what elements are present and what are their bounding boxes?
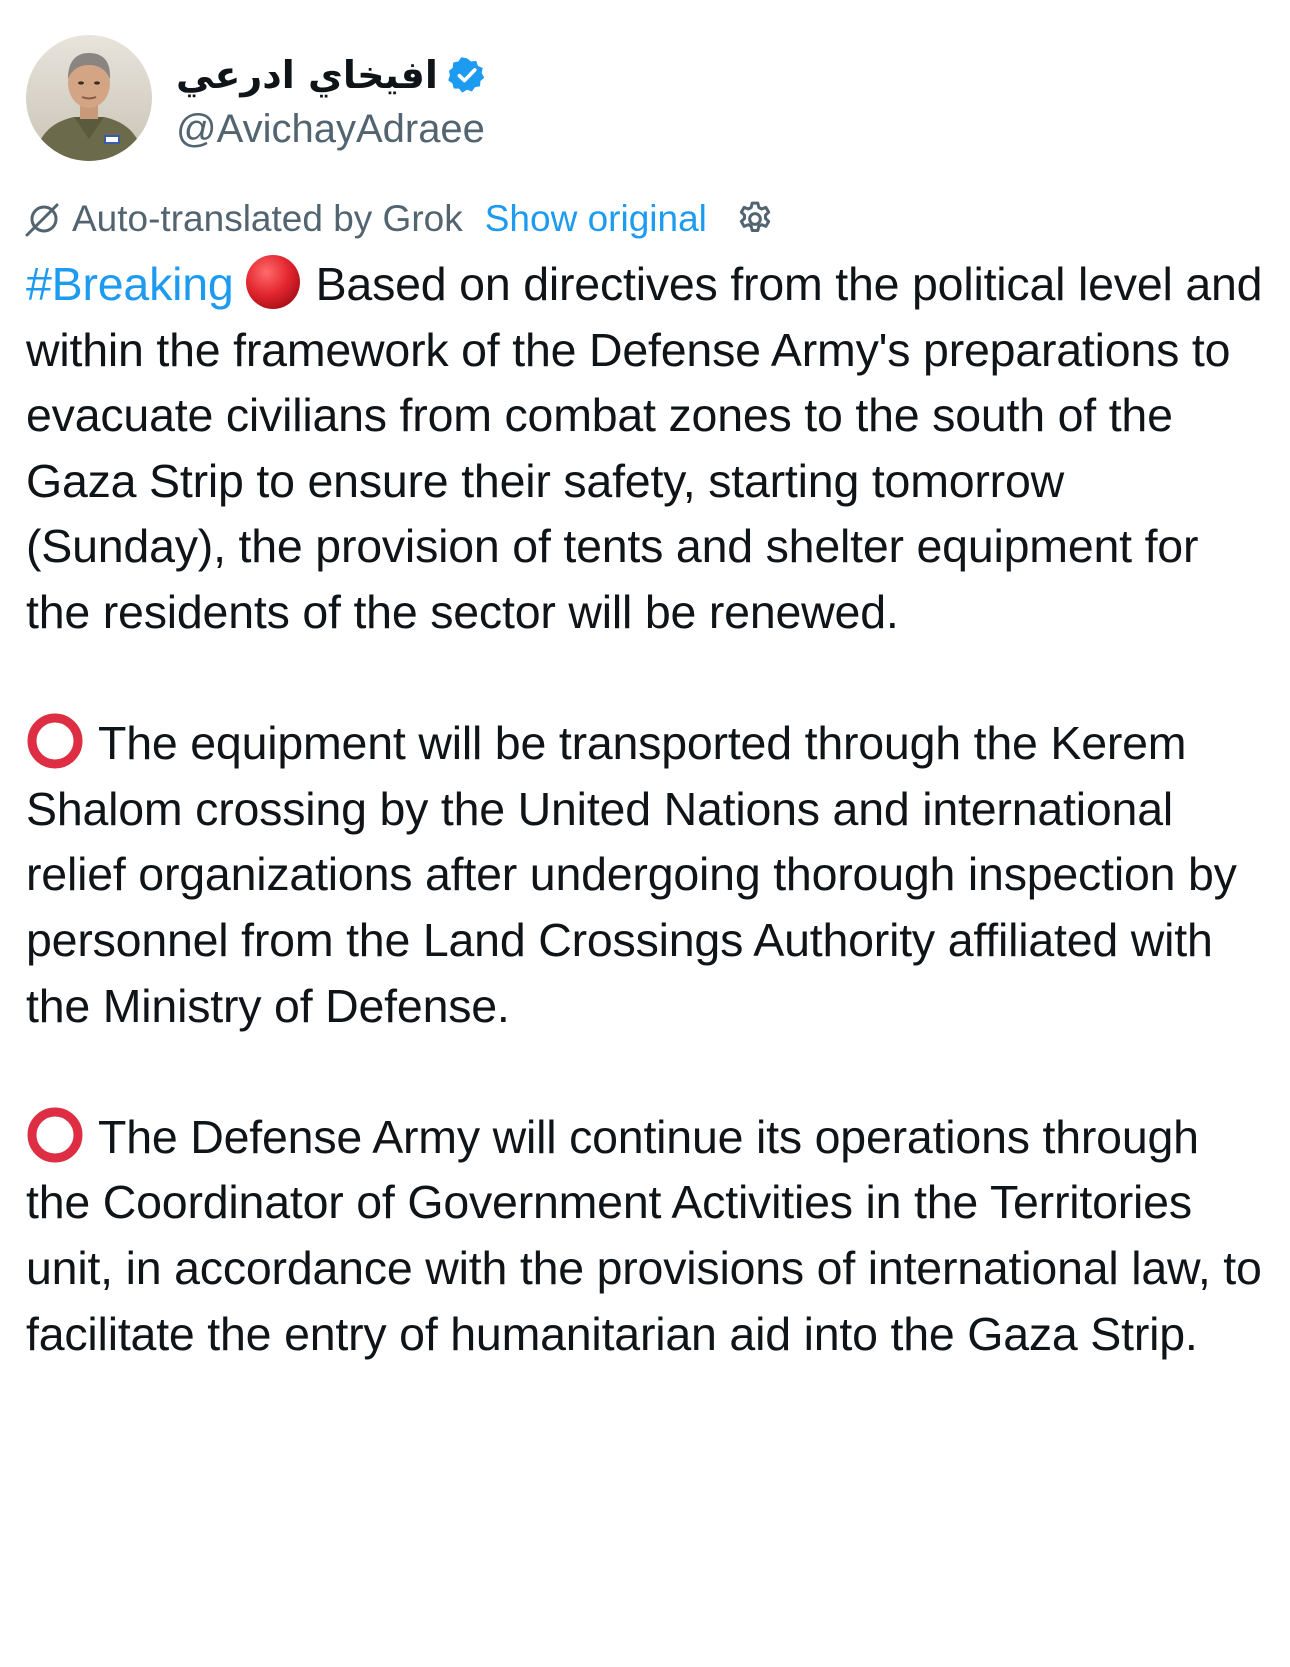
grok-slashed-circle-icon <box>24 200 62 238</box>
tweet-paragraph-3 <box>26 1105 1266 1367</box>
gear-icon[interactable] <box>735 199 775 239</box>
author-display-name[interactable]: افيخاي ادرعي <box>176 52 438 97</box>
author-name-row <box>176 45 486 105</box>
tweet-paragraph-1 <box>26 252 1266 646</box>
hollow-red-circle-emoji <box>26 1106 84 1164</box>
hollow-red-circle-emoji <box>26 712 84 770</box>
avatar-image <box>26 35 152 161</box>
tweet-paragraph-1-text: Based on directives from the political level and within the framework of the Defense Army's preparations to evacuate civilians from combat zones to the south of the Gaza Strip to ensure their safety, starting tomorrow (Sunday), the provision of tents and shelter equipment for the residents of the sector will be renewed. <box>26 258 1263 638</box>
tweet-paragraph-2 <box>26 711 1266 1039</box>
avatar[interactable] <box>26 35 152 161</box>
red-circle-emoji <box>244 253 302 311</box>
auto-translated-label: Auto-translated by Grok <box>72 198 463 239</box>
author-identity <box>176 45 486 152</box>
verified-badge-icon <box>448 56 486 94</box>
tweet-paragraph-2-text: The equipment will be transported through the Kerem Shalom crossing by the United Nations and international relief organizations after undergoing thorough inspection by personnel from the Land Crossings Authority affiliated with the Ministry of Defense. <box>26 717 1237 1032</box>
author-handle[interactable]: @AvichayAdraee <box>176 106 485 151</box>
translation-bar <box>24 193 775 245</box>
tweet-header <box>26 35 486 161</box>
show-original-link[interactable]: Show original <box>484 198 707 239</box>
tweet-text <box>26 252 1266 1367</box>
hashtag-breaking[interactable]: #Breaking <box>26 258 234 310</box>
tweet-paragraph-3-text: The Defense Army will continue its operations through the Coordinator of Government Activities in the Territories unit, in accordance with the provisions of international law, to facilitate the entry of humanitarian aid into the Gaza Strip. <box>26 1110 1262 1360</box>
